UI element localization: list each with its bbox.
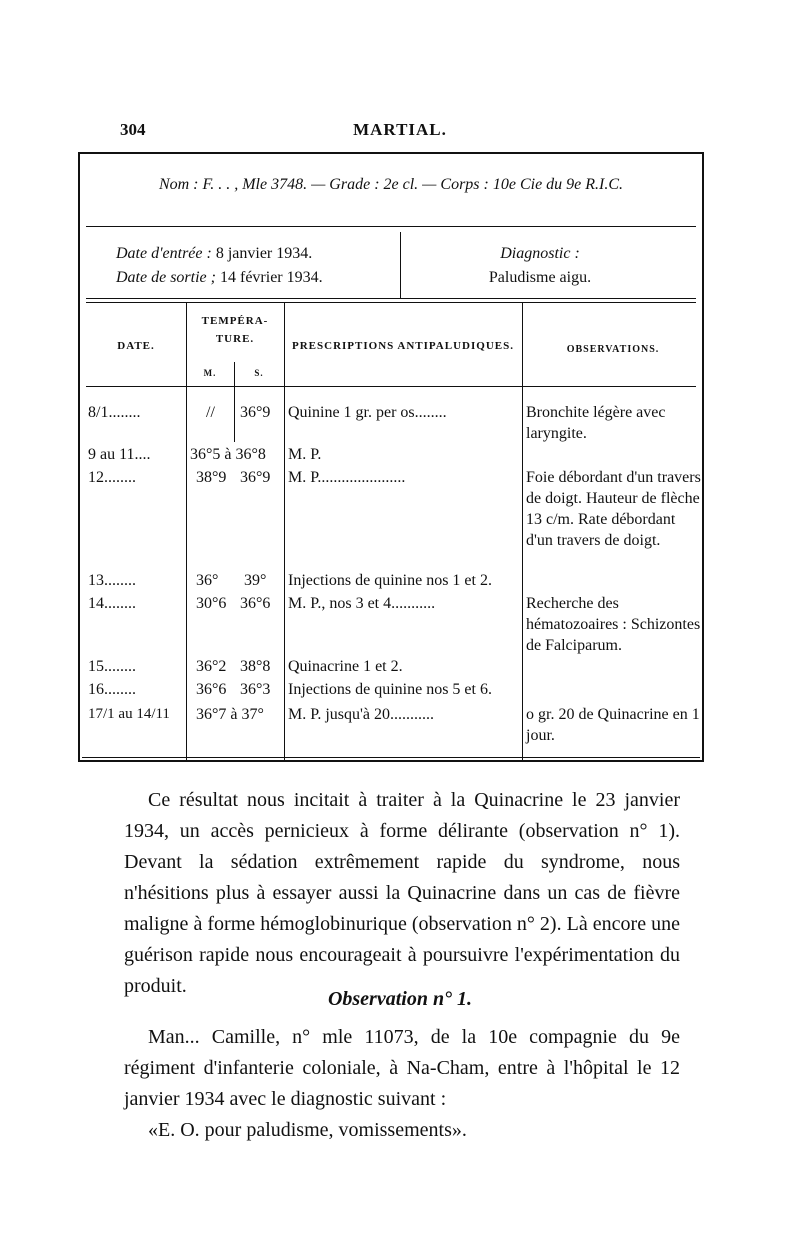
row-temp-m: 38°9 <box>196 469 227 486</box>
divider <box>86 386 696 387</box>
row-date: 8/1........ <box>88 404 141 421</box>
page-header <box>120 120 680 144</box>
row-date: 15........ <box>88 658 136 675</box>
row-observation: Recherche des hématozoaires : Schizontes de Falciparum. <box>526 595 701 654</box>
header-date: DATE. <box>117 340 155 352</box>
divider <box>400 232 401 298</box>
row-date: 12........ <box>88 469 136 486</box>
row-observation: o gr. 20 de Quinacrine en 1 jour. <box>526 706 700 744</box>
row-temp-m: // <box>206 404 215 421</box>
patient-id-line: Nom : F. . . , Mle 3748. — Grade : 2e cl. — Corps : 10e Cie du 9e R.I.C. <box>158 176 624 193</box>
page-number: 304 <box>120 120 146 139</box>
paragraph-2: Man... Camille, n° mle 11073, de la 10e compagnie du 9e régiment d'infanterie coloniale, à Na-Cham, entre à l'hôpital le 12 janvier 1934 avec le diagnostic suivant : <box>124 1026 680 1110</box>
paragraph-1: Ce résultat nous incitait à traiter à la Quinacrine le 23 janvier 1934, un accès pernicieux à forme délirante (observation n° 1). Devant la sédation extrêmement rapide du syndrome, nous n'hésitions plus à essayer aussi la Quinacrine dans un cas de fièvre maligne à forme hémoglobinurique (observation n° 2). Là encore une guérison rapide nous encourageait à poursuivre l'expérimentation du produit. <box>124 789 680 997</box>
row-date: 17/1 au 14/11 <box>88 706 170 722</box>
header-temp-m: M. <box>203 368 217 378</box>
row-prescription: M. P...................... <box>288 469 406 486</box>
header-observations: OBSERVATIONS. <box>566 344 660 355</box>
row-temp-m: 30°6 <box>196 595 227 612</box>
row-temp-m: 36°5 à 36°8 <box>190 446 266 463</box>
header-temp-s: S. <box>254 368 264 378</box>
row-temp-m: 36°7 à 37° <box>196 706 264 723</box>
diagnosis <box>410 242 670 290</box>
row-prescription: Quinacrine 1 et 2. <box>288 658 403 675</box>
row-temp-s: 39° <box>244 572 267 589</box>
row-temp-m: 36°6 <box>196 681 227 698</box>
row-date: 14........ <box>88 595 136 612</box>
row-prescription: M. P. jusqu'à 20........... <box>288 706 435 723</box>
row-temp-s: 36°3 <box>240 681 271 698</box>
row-temp-s: 36°6 <box>240 595 271 612</box>
divider <box>86 298 696 299</box>
body-paragraph <box>124 785 680 1002</box>
diagnosis-value: Paludisme aigu. <box>488 269 592 286</box>
row-date: 16........ <box>88 681 136 698</box>
row-temp-m: 36° <box>196 572 219 589</box>
divider <box>86 226 696 227</box>
row-prescription: Injections de quinine nos 5 et 6. <box>288 681 492 698</box>
quote: «E. O. pour paludisme, vomissements». <box>148 1119 467 1141</box>
row-prescription: Quinine 1 gr. per os........ <box>288 404 447 421</box>
row-temp-m: 36°2 <box>196 658 227 675</box>
row-temp-s: 36°9 <box>240 469 271 486</box>
header-prescriptions: PRESCRIPTIONS ANTIPALUDIQUES. <box>292 340 514 352</box>
running-head: MARTIAL. <box>353 120 447 139</box>
body-paragraph <box>124 1022 680 1146</box>
row-observation: Foie débordant d'un travers de doigt. Hauteur de flèche 13 c/m. Rate débordant d'un travers de doigt. <box>526 469 701 549</box>
row-temp-s: 36°9 <box>240 404 271 421</box>
row-date: 9 au 11.... <box>88 446 151 463</box>
admission-dates <box>116 242 323 290</box>
row-date: 13........ <box>88 572 136 589</box>
exit-value: 14 février 1934. <box>219 269 323 286</box>
diagnosis-label: Diagnostic : <box>500 245 580 262</box>
entry-label: Date d'entrée : <box>116 245 212 262</box>
divider <box>284 302 285 762</box>
entry-value: 8 janvier 1934. <box>215 245 313 262</box>
header-temperature: TEMPÉRA-TURE. <box>201 315 269 345</box>
medical-record-box <box>78 152 704 762</box>
row-prescription: M. P. <box>288 446 322 463</box>
observation-title: Observation n° 1. <box>327 988 473 1010</box>
exit-label: Date de sortie ; <box>116 269 216 286</box>
row-prescription: Injections de quinine nos 1 et 2. <box>288 572 492 589</box>
row-prescription: M. P., nos 3 et 4........... <box>288 595 436 612</box>
divider <box>86 302 696 303</box>
divider <box>522 302 523 762</box>
row-temp-s: 38°8 <box>240 658 271 675</box>
row-observation: Bronchite légère avec laryngite. <box>526 404 666 442</box>
